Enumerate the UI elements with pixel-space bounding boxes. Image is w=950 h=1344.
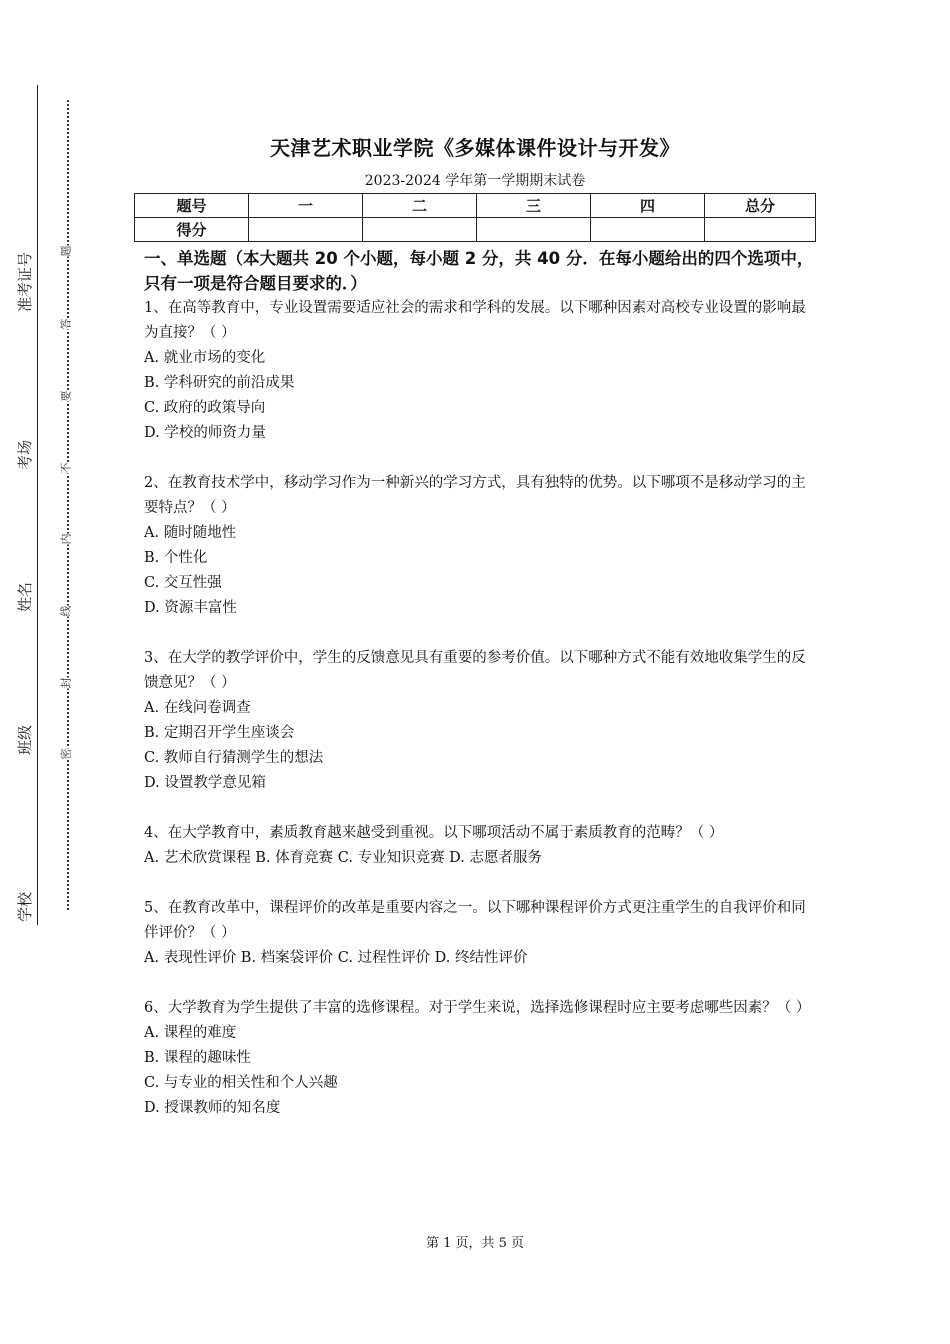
question-option: D. 授课教师的知名度 [144, 1100, 281, 1116]
school-label: 学校 [16, 891, 34, 922]
exam-subtitle: 2023-2024 学年第一学期期末试卷 [364, 173, 586, 189]
question-option: C. 交互性强 [144, 575, 222, 591]
question-option: A. 表现性评价 B. 档案袋评价 C. 过程性评价 D. 终结性评价 [144, 950, 528, 966]
name-label: 姓名 [16, 581, 34, 612]
exam-room-label: 考场 [16, 439, 34, 470]
question-stem: 5、在教育改革中，课程评价的改革是重要内容之一。以下哪种课程评价方式更注重学生的自我评价和同伴评价？（ ） [144, 900, 806, 941]
score-cell: 总分 [705, 194, 816, 218]
question-item [144, 646, 814, 796]
question-option: C. 教师自行猜测学生的想法 [144, 750, 324, 766]
seal-warning-char: 封 [59, 677, 73, 689]
score-cell: 一 [249, 194, 363, 218]
exam-id-label: 准考证号 [16, 251, 34, 312]
seal-warning-char: 线 [59, 605, 73, 617]
question-option: A. 随时随地性 [144, 525, 237, 541]
question-option: B. 个性化 [144, 550, 208, 566]
seal-warning-char: 内 [59, 533, 73, 545]
score-cell: 二 [363, 194, 477, 218]
binding-solid-line [37, 85, 38, 925]
seal-warning-char: 密 [59, 748, 73, 760]
score-table [134, 193, 816, 242]
seal-warning-char: 要 [59, 390, 73, 402]
question-item [144, 471, 814, 621]
question-stem: 1、在高等教育中，专业设置需要适应社会的需求和学科的发展。以下哪种因素对高校专业设置的影响最为直接？（ ） [144, 300, 806, 341]
question-stem: 6、大学教育为学生提供了丰富的选修课程。对于学生来说，选择选修课程时应主要考虑哪些因素？（ ） [144, 1000, 811, 1016]
question-option: D. 设置教学意见箱 [144, 775, 266, 791]
score-table-header-row [135, 194, 816, 218]
seal-warning-char: 不 [59, 462, 73, 474]
score-input-cell[interactable] [591, 218, 705, 242]
class-label: 班级 [16, 724, 34, 755]
question-item [144, 996, 814, 1121]
seal-warning-char: 答 [59, 318, 73, 330]
seal-warning-char: 题 [59, 245, 73, 257]
section-heading: 一、单选题（本大题共 20 个小题，每小题 2 分，共 40 分．在每小题给出的四个选项中，只有一项是符合题目要求的．） [144, 249, 814, 293]
question-item [144, 296, 814, 446]
score-input-cell[interactable] [477, 218, 591, 242]
question-option: A. 艺术欣赏课程 B. 体育竞赛 C. 专业知识竞赛 D. 志愿者服务 [144, 850, 543, 866]
question-option: D. 学校的师资力量 [144, 425, 266, 441]
question-option: D. 资源丰富性 [144, 600, 237, 616]
question-option: B. 定期召开学生座谈会 [144, 725, 295, 741]
question-option: A. 在线问卷调查 [144, 700, 251, 716]
question-option: C. 政府的政策导向 [144, 400, 266, 416]
score-cell: 三 [477, 194, 591, 218]
question-option: A. 就业市场的变化 [144, 350, 266, 366]
score-input-cell[interactable] [249, 218, 363, 242]
question-stem: 4、在大学教育中，素质教育越来越受到重视。以下哪项活动不属于素质教育的范畴？（ ） [144, 825, 724, 841]
score-cell: 四 [591, 194, 705, 218]
seal-dotted-line [67, 100, 69, 910]
score-cell: 得分 [135, 218, 249, 242]
question-list [144, 296, 814, 1146]
score-cell: 题号 [135, 194, 249, 218]
question-stem: 3、在大学的教学评价中，学生的反馈意见具有重要的参考价值。以下哪种方式不能有效地收集学生的反馈意见？（ ） [144, 650, 806, 691]
score-input-cell[interactable] [363, 218, 477, 242]
question-stem: 2、在教育技术学中，移动学习作为一种新兴的学习方式，具有独特的优势。以下哪项不是移动学习的主要特点？（ ） [144, 475, 806, 516]
question-option: B. 课程的趣味性 [144, 1050, 251, 1066]
question-option: B. 学科研究的前沿成果 [144, 375, 295, 391]
question-item [144, 821, 814, 871]
binding-gutter [0, 0, 110, 1344]
page-number: 第 1 页，共 5 页 [425, 1236, 525, 1251]
question-item [144, 896, 814, 971]
question-option: A. 课程的难度 [144, 1025, 237, 1041]
exam-title: 天津艺术职业学院《多媒体课件设计与开发》 [270, 136, 680, 160]
score-table-score-row [135, 218, 816, 242]
question-option: C. 与专业的相关性和个人兴趣 [144, 1075, 338, 1091]
score-input-cell[interactable] [705, 218, 816, 242]
